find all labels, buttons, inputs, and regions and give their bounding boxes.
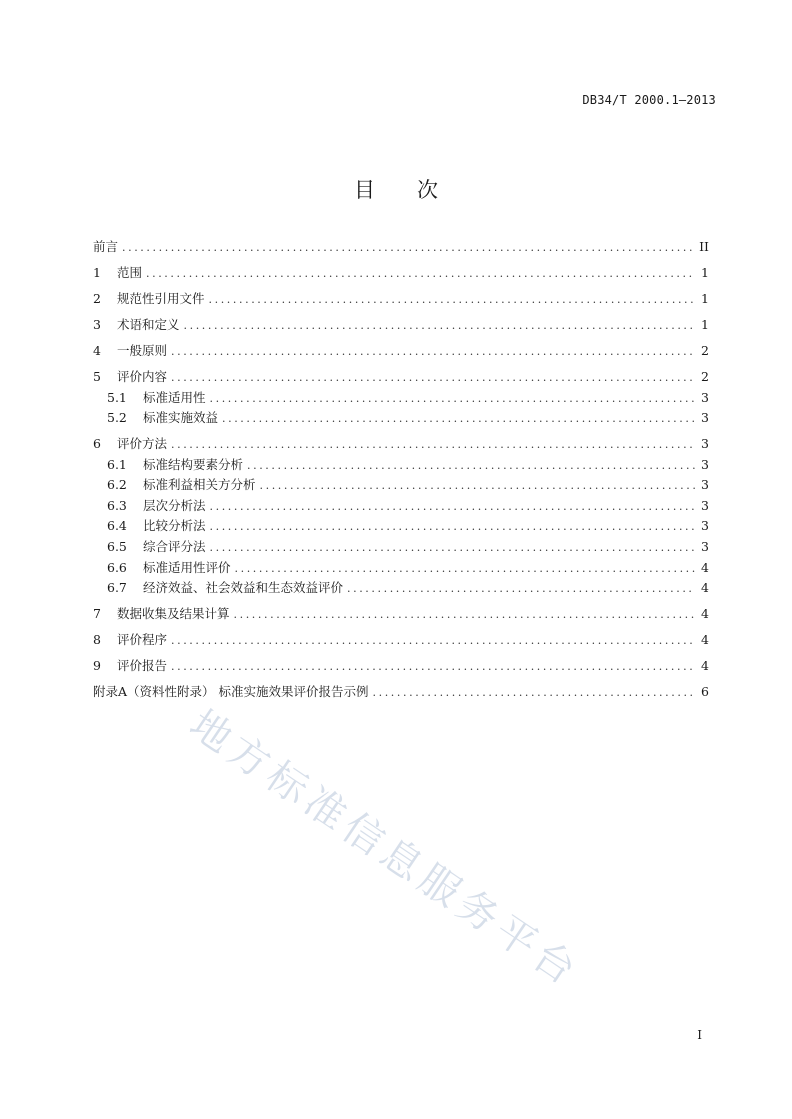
- toc-entry[interactable]: [93, 388, 709, 409]
- toc-entry-number: 6.6: [107, 559, 127, 575]
- toc-entry[interactable]: [93, 656, 709, 677]
- toc-entry-page: 2: [701, 368, 709, 384]
- toc-entry-page: 6: [701, 684, 709, 700]
- toc-entry-number: 3: [93, 316, 101, 332]
- toc-entry-number: 5.2: [107, 410, 127, 426]
- toc-dot-leader: [260, 479, 695, 492]
- toc-entry-label: 综合评分法: [143, 539, 206, 555]
- toc-entry-number: 6.7: [107, 580, 127, 596]
- toc-entry-page: 4: [701, 559, 709, 575]
- toc-dot-leader: [210, 500, 695, 513]
- toc-entry[interactable]: [93, 237, 709, 258]
- toc-dot-leader: [247, 459, 695, 472]
- toc-dot-leader: [347, 582, 695, 595]
- toc-entry-page: 3: [701, 539, 709, 555]
- toc-entry-number: 9: [93, 658, 101, 674]
- toc-entry-number: 6.2: [107, 477, 127, 493]
- toc-entry-label: 一般原则: [117, 342, 168, 358]
- toc-entry-page: 2: [701, 342, 709, 358]
- toc-entry-page: 3: [701, 497, 709, 513]
- toc-dot-leader: [122, 241, 695, 254]
- toc-entry-number: 4: [93, 342, 101, 358]
- toc-entry[interactable]: [93, 630, 709, 651]
- toc-entry[interactable]: [93, 263, 709, 284]
- toc-entry-label: 评价方法: [117, 436, 168, 452]
- toc-entry-number: 2: [93, 290, 101, 306]
- toc-entry-page: II: [699, 239, 709, 254]
- toc-entry[interactable]: [93, 341, 709, 362]
- toc-dot-leader: [184, 319, 695, 332]
- toc-entry[interactable]: [93, 475, 709, 496]
- toc-dot-leader: [146, 267, 695, 280]
- toc-entry-label: 附录A（资料性附录） 标准实施效果评价报告示例: [93, 684, 369, 700]
- toc-title-char-2: 次: [417, 178, 438, 202]
- toc-entry-label: 规范性引用文件: [117, 290, 205, 306]
- toc-entry-number: 6: [93, 436, 101, 452]
- toc-dot-leader: [171, 660, 695, 673]
- toc-entry-label: 标准适用性评价: [143, 559, 231, 575]
- toc-dot-leader: [222, 412, 695, 425]
- toc-entry-label: 标准结构要素分析: [143, 456, 244, 472]
- toc-entry-number: 5.1: [107, 389, 127, 405]
- toc-entry-label: 数据收集及结果计算: [117, 606, 230, 622]
- toc-entry-label: 标准实施效益: [143, 410, 219, 426]
- toc-entry-page: 4: [701, 580, 709, 596]
- toc-entry[interactable]: [93, 434, 709, 455]
- page-number: I: [697, 1028, 702, 1042]
- toc-dot-leader: [171, 345, 695, 358]
- table-of-contents: [93, 237, 709, 703]
- toc-entry-number: 1: [93, 264, 101, 280]
- toc-entry-page: 3: [701, 389, 709, 405]
- toc-entry-page: 3: [701, 518, 709, 534]
- toc-entry[interactable]: [93, 367, 709, 388]
- toc-entry-label: 标准利益相关方分析: [143, 477, 256, 493]
- toc-entry-label: 经济效益、社会效益和生态效益评价: [143, 580, 344, 596]
- toc-entry-label: 范围: [117, 264, 143, 280]
- toc-entry-label: 比较分析法: [143, 518, 206, 534]
- toc-entry-page: 3: [701, 436, 709, 452]
- toc-entry-label: 术语和定义: [117, 316, 180, 332]
- toc-dot-leader: [171, 371, 695, 384]
- toc-dot-leader: [171, 634, 695, 647]
- toc-entry-number: 6.1: [107, 456, 127, 472]
- toc-entry-number: 6.5: [107, 539, 127, 555]
- toc-entry-label: 标准适用性: [143, 389, 206, 405]
- toc-entry-label: 前言: [93, 239, 119, 254]
- toc-entry[interactable]: [93, 408, 709, 429]
- toc-entry[interactable]: [93, 315, 709, 336]
- toc-entry[interactable]: [93, 496, 709, 517]
- toc-dot-leader: [209, 293, 695, 306]
- toc-entry-page: 1: [701, 264, 709, 280]
- toc-dot-leader: [235, 562, 695, 575]
- toc-entry[interactable]: [93, 604, 709, 625]
- watermark-text: 地方标准信息服务平台: [181, 701, 589, 997]
- toc-title-char-1: 目: [354, 178, 375, 202]
- toc-dot-leader: [234, 608, 695, 621]
- toc-entry[interactable]: [93, 289, 709, 310]
- toc-entry-page: 3: [701, 456, 709, 472]
- toc-entry[interactable]: [93, 578, 709, 599]
- toc-entry-number: 7: [93, 606, 101, 622]
- toc-entry-label: 评价内容: [117, 368, 168, 384]
- toc-dot-leader: [373, 686, 695, 699]
- toc-entry[interactable]: [93, 516, 709, 537]
- toc-dot-leader: [210, 520, 695, 533]
- toc-dot-leader: [171, 438, 695, 451]
- toc-entry-number: 6.3: [107, 497, 127, 513]
- toc-entry-number: 5: [93, 368, 101, 384]
- toc-entry[interactable]: [93, 682, 709, 703]
- toc-entry-page: 4: [701, 632, 709, 648]
- toc-entry-label: 评价报告: [117, 658, 168, 674]
- toc-dot-leader: [210, 541, 695, 554]
- toc-dot-leader: [210, 392, 695, 405]
- toc-entry[interactable]: [93, 558, 709, 579]
- toc-entry-page: 3: [701, 410, 709, 426]
- toc-entry-number: 6.4: [107, 518, 127, 534]
- toc-entry[interactable]: [93, 455, 709, 476]
- toc-entry-page: 4: [701, 606, 709, 622]
- toc-entry-page: 4: [701, 658, 709, 674]
- toc-entry-label: 层次分析法: [143, 497, 206, 513]
- toc-entry-page: 3: [701, 477, 709, 493]
- toc-entry[interactable]: [93, 537, 709, 558]
- document-code: DB34/T 2000.1—2013: [582, 93, 716, 107]
- toc-entry-number: 8: [93, 632, 101, 648]
- toc-entry-page: 1: [701, 290, 709, 306]
- toc-entry-label: 评价程序: [117, 632, 168, 648]
- toc-entry-page: 1: [701, 316, 709, 332]
- toc-title: [0, 174, 792, 204]
